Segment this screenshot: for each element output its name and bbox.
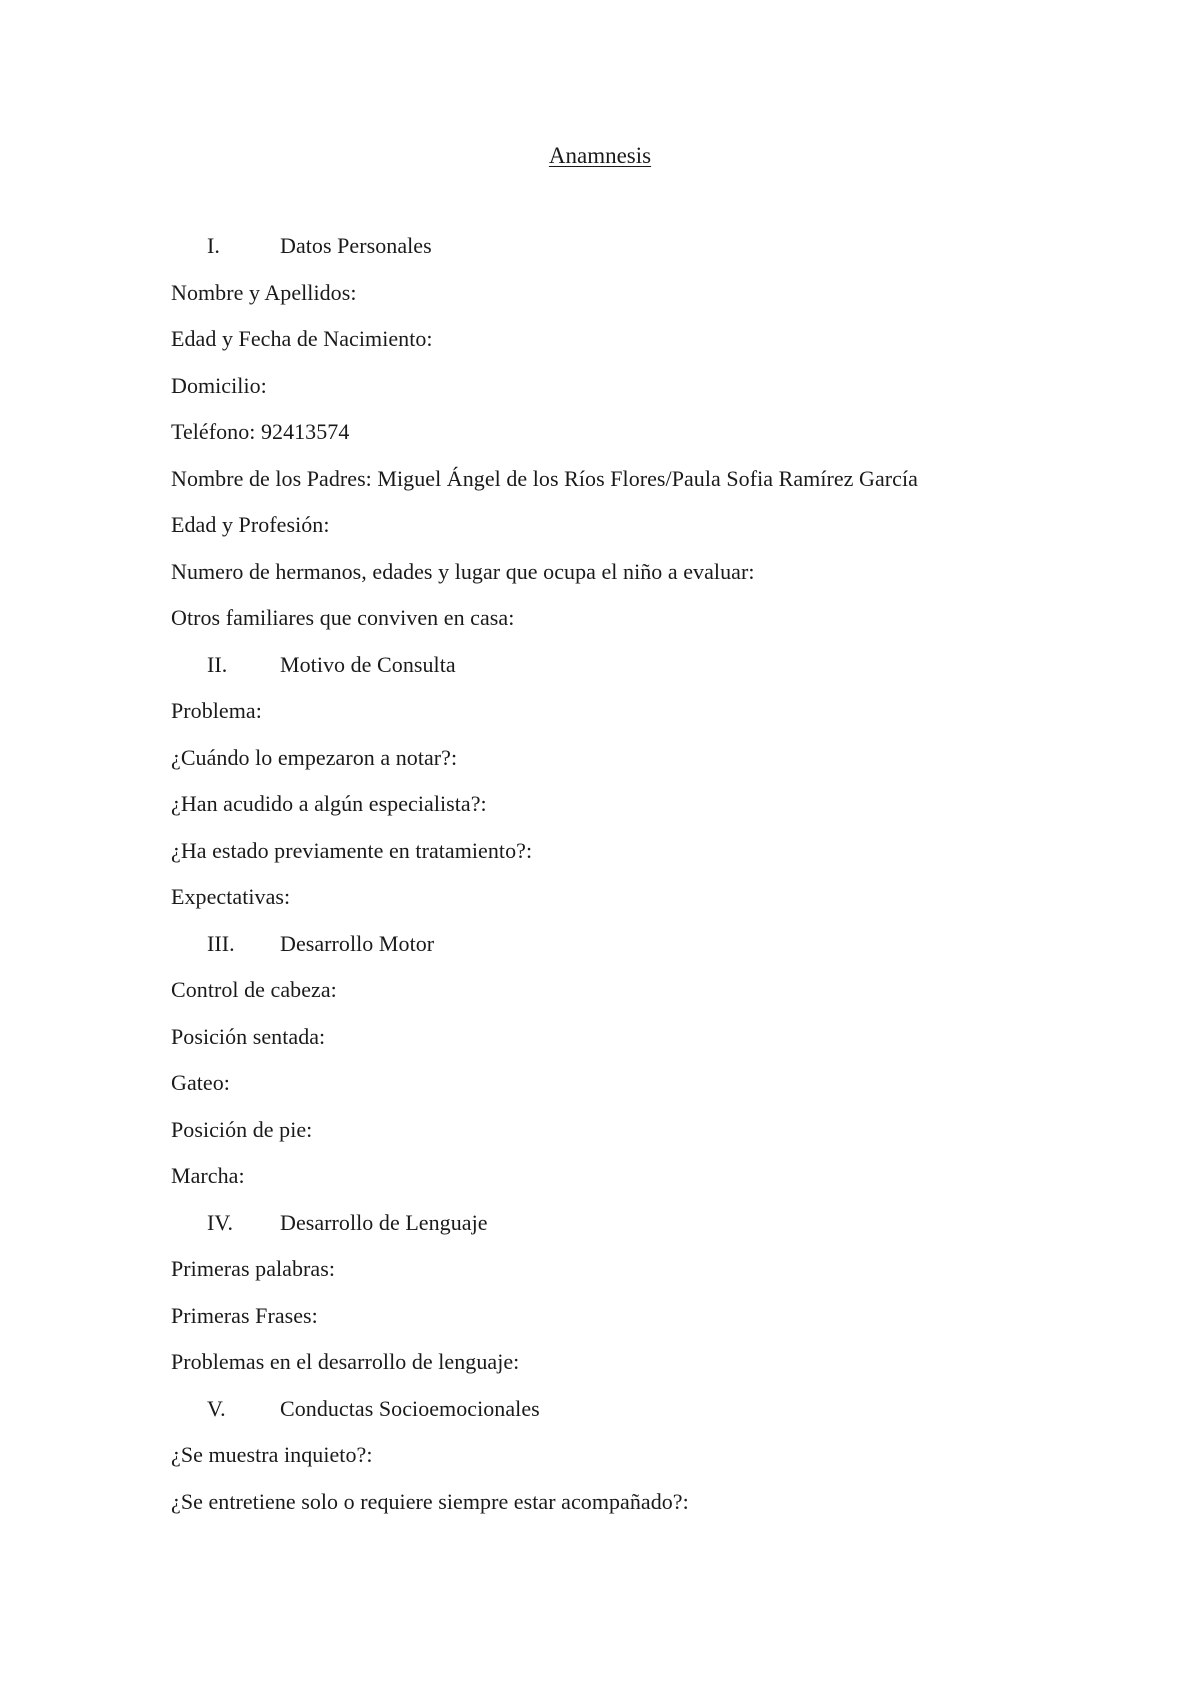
document-title: Anamnesis	[548, 143, 652, 168]
field-problema: Problema:	[171, 698, 262, 723]
section-number: III.	[207, 930, 235, 956]
field-posicion-sentada: Posición sentada:	[171, 1023, 326, 1049]
section-number: II.	[207, 651, 228, 677]
field-primeras-palabras: Primeras palabras:	[171, 1256, 336, 1281]
field-nombre-apellidos: Nombre y Apellidos:	[171, 279, 357, 305]
field-entretiene-solo: ¿Se entretiene solo o requiere siempre estar acompañado?:	[171, 1488, 689, 1514]
section-heading-datos-personales	[171, 231, 1071, 278]
section-heading-conductas-socioemocionales	[171, 1394, 1071, 1441]
field-otros-familiares: Otros familiares que conviven en casa:	[171, 605, 515, 630]
section-title: Motivo de Consulta	[280, 651, 456, 677]
field-domicilio: Domicilio:	[171, 372, 267, 398]
field-gateo: Gateo:	[171, 1070, 230, 1095]
section-number: IV.	[207, 1209, 234, 1235]
field-tratamiento: ¿Ha estado previamente en tratamiento?:	[171, 837, 533, 863]
field-inquieto: ¿Se muestra inquieto?:	[171, 1442, 373, 1467]
field-telefono: Teléfono: 92413574	[171, 419, 350, 444]
document-body	[171, 231, 1071, 1533]
field-especialista: ¿Han acudido a algún especialista?:	[171, 791, 487, 816]
field-control-cabeza: Control de cabeza:	[171, 977, 337, 1002]
field-nombre-padres: Nombre de los Padres: Miguel Ángel de los Ríos Flores/Paula Sofia Ramírez García	[171, 465, 918, 491]
section-number: V.	[207, 1395, 226, 1421]
section-number: I.	[207, 233, 220, 258]
field-expectativas: Expectativas:	[171, 884, 291, 909]
field-cuando-notar: ¿Cuándo lo empezaron a notar?:	[171, 744, 458, 770]
section-title: Conductas Socioemocionales	[280, 1395, 540, 1421]
section-title: Desarrollo de Lenguaje	[280, 1209, 488, 1235]
field-edad-fecha-nacimiento: Edad y Fecha de Nacimiento:	[171, 326, 433, 351]
field-primeras-frases: Primeras Frases:	[171, 1302, 318, 1328]
section-title: Datos Personales	[280, 233, 432, 258]
field-posicion-pie: Posición de pie:	[171, 1116, 313, 1142]
field-problemas-lenguaje: Problemas en el desarrollo de lenguaje:	[171, 1349, 520, 1374]
field-numero-hermanos: Numero de hermanos, edades y lugar que ocupa el niño a evaluar:	[171, 558, 755, 584]
section-heading-desarrollo-lenguaje	[171, 1208, 1071, 1255]
field-edad-profesion: Edad y Profesión:	[171, 512, 330, 537]
field-marcha: Marcha:	[171, 1163, 245, 1188]
section-heading-desarrollo-motor	[171, 929, 1071, 976]
section-title: Desarrollo Motor	[280, 930, 435, 956]
section-heading-motivo-consulta	[171, 650, 1071, 697]
